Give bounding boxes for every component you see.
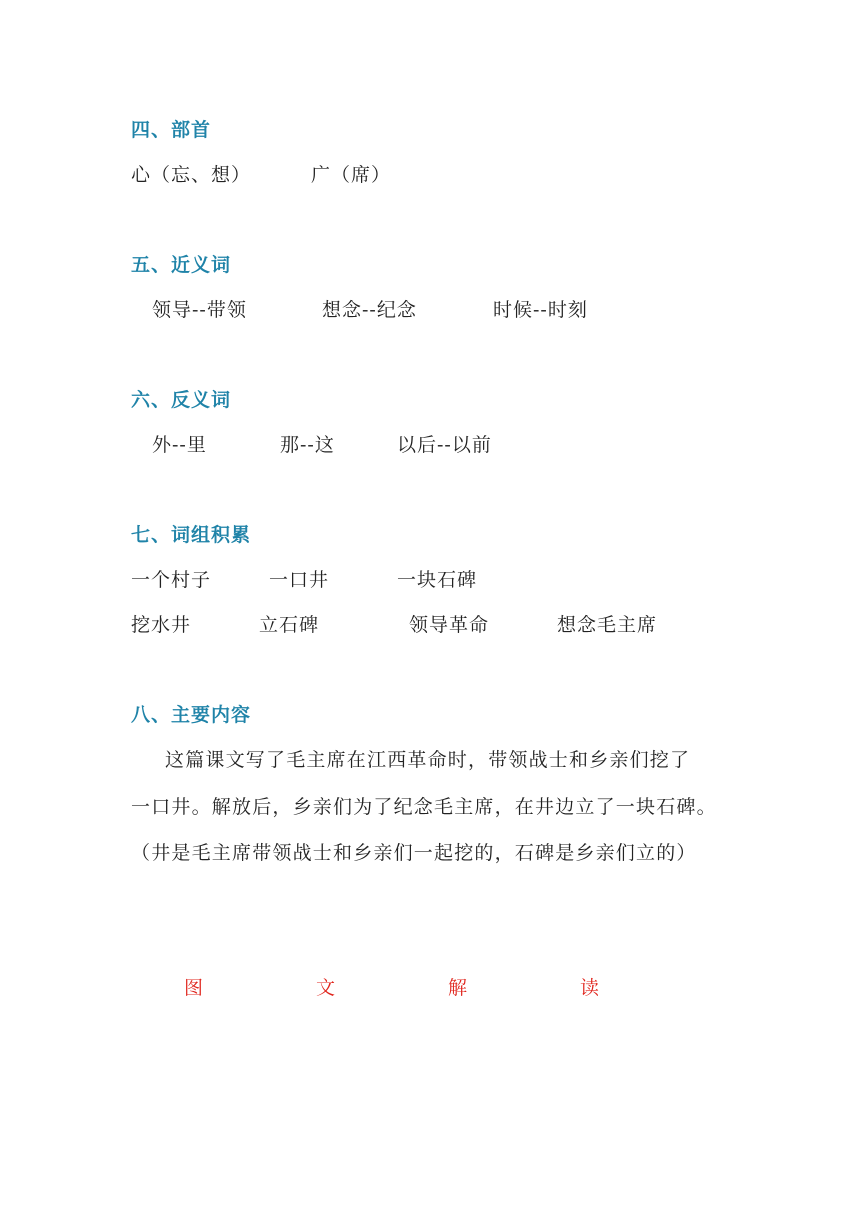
phrase-item: 一块石碑 [397,569,478,591]
section-heading-synonyms: 五、近义词 [131,254,232,276]
section-heading-summary: 八、主要内容 [131,704,252,726]
footer-title-char: 文 [316,977,336,999]
synonym-pair: 时候--时刻 [493,299,588,321]
footer-title-char: 图 [184,977,204,999]
phrase-item: 领导革命 [409,614,490,636]
radical-item-shelter: 广（席） [311,164,392,186]
summary-line-2: 一口井。解放后，乡亲们为了纪念毛主席，在井边立了一块石碑。 [131,796,717,818]
phrase-item: 立石碑 [259,614,320,636]
phrase-item: 一个村子 [131,569,212,591]
phrase-item: 想念毛主席 [557,614,658,636]
antonym-pair: 那--这 [280,434,335,456]
antonym-pair: 以后--以前 [397,434,492,456]
synonym-pair: 领导--带领 [152,299,247,321]
summary-line-1: 这篇课文写了毛主席在江西革命时，带领战士和乡亲们挖了 [165,749,691,771]
synonym-pair: 想念--纪念 [322,299,417,321]
radical-item-heart: 心（忘、想） [131,164,252,186]
section-heading-antonyms: 六、反义词 [131,389,232,411]
phrase-item: 挖水井 [131,614,192,636]
section-heading-phrases: 七、词组积累 [131,524,252,546]
antonym-pair: 外--里 [152,434,207,456]
footer-title-char: 解 [448,977,468,999]
footer-title-char: 读 [580,977,600,999]
section-heading-radicals: 四、部首 [131,119,212,141]
phrase-item: 一口井 [269,569,330,591]
summary-line-3: （井是毛主席带领战士和乡亲们一起挖的，石碑是乡亲们立的） [131,842,697,864]
